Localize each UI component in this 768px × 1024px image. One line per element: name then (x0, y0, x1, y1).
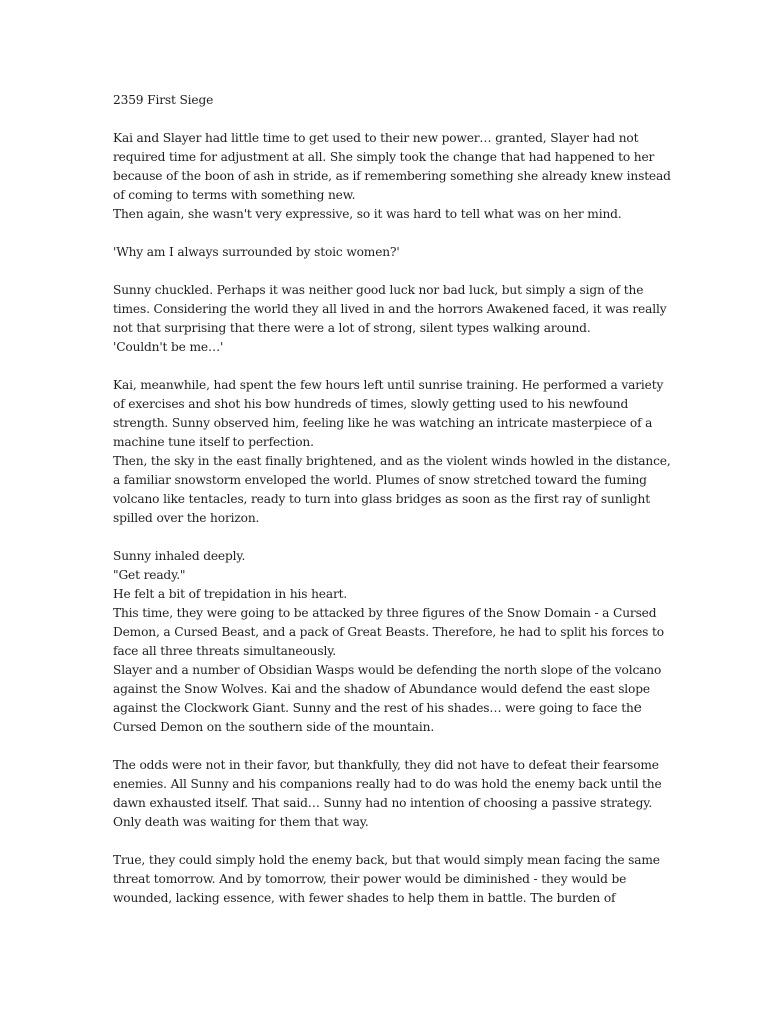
paragraph-gap (113, 224, 658, 243)
paragraph-5 (113, 547, 664, 737)
text-line: Then again, she wasn't very expressive, so it was hard to tell what was on her mind. (113, 207, 622, 221)
text-line-body: against the Clockwork Giant. Sunny and the rest of his shades… were going to face th (113, 701, 634, 715)
text-line: enemies. All Sunny and his companions really had to do was hold the enemy back until the (113, 777, 662, 791)
document-page (113, 91, 671, 908)
paragraph-3 (113, 281, 667, 357)
paragraph-7 (113, 851, 658, 908)
paragraph-gap (113, 262, 658, 281)
paragraph-6 (113, 756, 662, 832)
text-line: 'Why am I always surrounded by stoic women?' (113, 245, 400, 259)
text-line: against the Snow Wolves. Kai and the shadow of Abundance would defend the east slope (113, 682, 650, 696)
paragraph-1 (113, 129, 671, 224)
text-line: strength. Sunny observed him, feeling like he was watching an intricate masterpiece of a (113, 416, 653, 430)
paragraph-gap (113, 110, 658, 129)
text-line: True, they could simply hold the enemy back, but that would simply mean facing the same (113, 853, 660, 867)
text-line: volcano like tentacles, ready to turn into glass bridges as soon as the first ray of sunlight (113, 492, 651, 506)
text-line: of coming to terms with something new. (113, 188, 356, 202)
text-line: machine tune itself to perfection. (113, 435, 314, 449)
text-line: Then, the sky in the east finally brightened, and as the violent winds howled in the distance, (113, 454, 671, 468)
text-line: a familiar snowstorm enveloped the world. Plumes of snow stretched toward the fuming (113, 473, 647, 487)
text-line (113, 699, 658, 718)
text-line: wounded, lacking essence, with fewer shades to help them in battle. The burden of (113, 891, 616, 905)
paragraph-gap (113, 737, 658, 756)
text-line: because of the boon of ash in stride, as if remembering something she already knew instead (113, 169, 671, 183)
paragraph-gap (113, 357, 658, 376)
text-line: dawn exhausted itself. That said… Sunny had no intention of choosing a passive strategy. (113, 796, 653, 810)
text-line: Sunny inhaled deeply. (113, 549, 246, 563)
text-line: Kai, meanwhile, had spent the few hours left until sunrise training. He performed a variety (113, 378, 664, 392)
text-line: Slayer and a number of Obsidian Wasps would be defending the north slope of the volcano (113, 663, 662, 677)
text-line: Only death was waiting for them that way. (113, 815, 369, 829)
text-line: of exercises and shot his bow hundreds of times, slowly getting used to his newfound (113, 397, 629, 411)
text-line: Cursed Demon on the southern side of the mountain. (113, 720, 435, 734)
paragraph-gap (113, 528, 658, 547)
chapter-title: 2359 First Siege (113, 93, 214, 107)
text-line: required time for adjustment at all. She simply took the change that had happened to her (113, 150, 655, 164)
text-line: threat tomorrow. And by tomorrow, their power would be diminished - they would be (113, 872, 627, 886)
text-line: Kai and Slayer had little time to get used to their new power… granted, Slayer had not (113, 131, 639, 145)
paragraph-4 (113, 376, 671, 528)
text-line: He felt a bit of trepidation in his heart. (113, 587, 348, 601)
paragraph-2 (113, 243, 658, 262)
text-line: "Get ready." (113, 568, 186, 582)
text-line: spilled over the horizon. (113, 511, 260, 525)
text-line: 'Couldn't be me…' (113, 340, 224, 354)
text-line: The odds were not in their favor, but thankfully, they did not have to defeat their fearsome (113, 758, 659, 772)
text-line: Demon, a Cursed Beast, and a pack of Great Beasts. Therefore, he had to split his forces to (113, 625, 664, 639)
text-line: not that surprising that there were a lot of strong, silent types walking around. (113, 321, 591, 335)
text-line: Sunny chuckled. Perhaps it was neither good luck nor bad luck, but simply a sign of the (113, 283, 644, 297)
paragraph-gap (113, 832, 658, 851)
text-line: This time, they were going to be attacked by three figures of the Snow Domain - a Cursed (113, 606, 657, 620)
text-line: times. Considering the world they all lived in and the horrors Awakened faced, it was really (113, 302, 667, 316)
text-line: face all three threats simultaneously. (113, 644, 337, 658)
oversized-letter: e (633, 700, 642, 716)
